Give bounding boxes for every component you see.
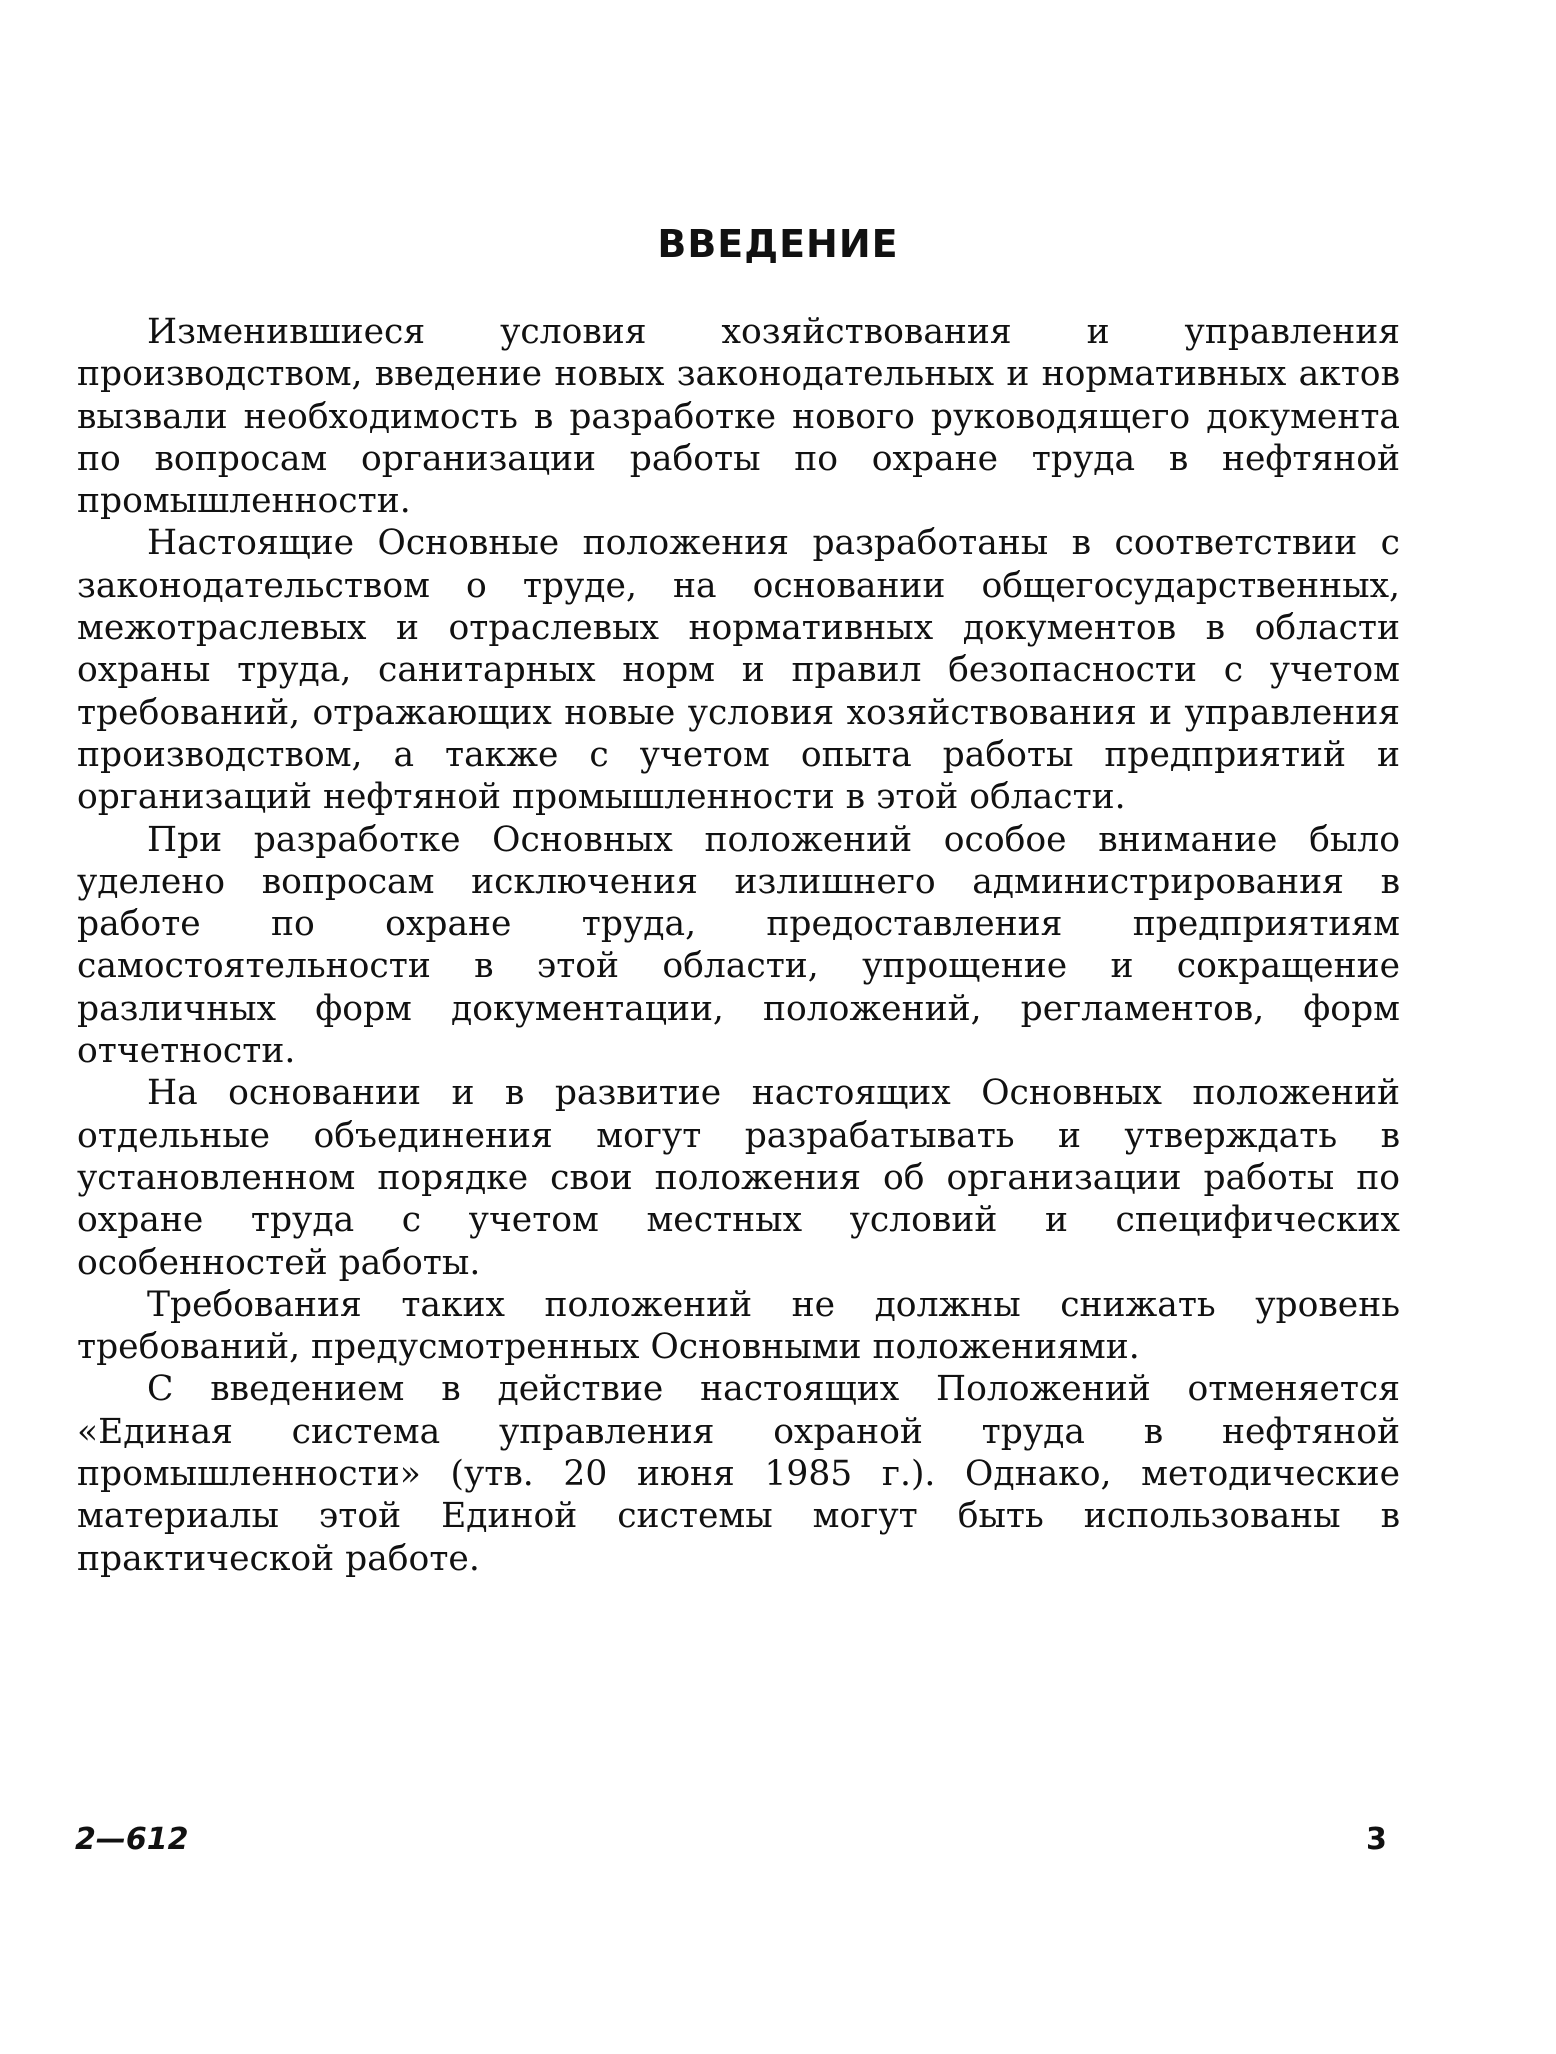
paragraph-2: Настоящие Основные положения разработаны в соответствии с законодательством о труде, на основании общегосударственных, межотраслевых и отраслевых нормативных документов в области охраны труда, санитарных норм и правил безопасности с учетом требований, отражающих новые условия хозяйствования и управления производством, а также с учетом опыта работы предприятий и организаций нефтяной промышленности в этой области. (77, 523, 1400, 818)
paragraph-4: На основании и в развитие настоящих Основных положений отдельные объединения могут разрабатывать и утверждать в установленном порядке свои положения об организации работы по охране труда с учетом местных условий и специфических особенностей работы. (77, 1073, 1400, 1283)
page-number: 3 (1366, 1822, 1387, 1857)
paragraph-1: Изменившиеся условия хозяйствования и управления производством, введение новых законодательных и нормативных актов вызвали необходимость в разработке нового руководящего документа по вопросам организации работы по охране труда в нефтяной промышленности. (77, 312, 1400, 522)
paragraph-5: Требования таких положений не должны снижать уровень требований, предусмотренных Основными положениями. (77, 1284, 1400, 1368)
body-text (77, 311, 1400, 1580)
paragraph-6: С введением в действие настоящих Положений отменяется «Единая система управления охраной труда в нефтяной промышленности» (утв. 20 июня 1985 г.). Однако, методические материалы этой Единой системы могут быть использованы в практической работе. (77, 1369, 1400, 1579)
paragraph-3: При разработке Основных положений особое внимание было уделено вопросам исключения излишнего администрирования в работе по охране труда, предоставления предприятиям самостоятельности в этой области, упрощение и сокращение различных форм документации, положений, регламентов, форм отчетности. (77, 819, 1400, 1072)
page-title: ВВЕДЕНИЕ (657, 222, 899, 266)
printer-signature: 2—612 (75, 1822, 189, 1857)
